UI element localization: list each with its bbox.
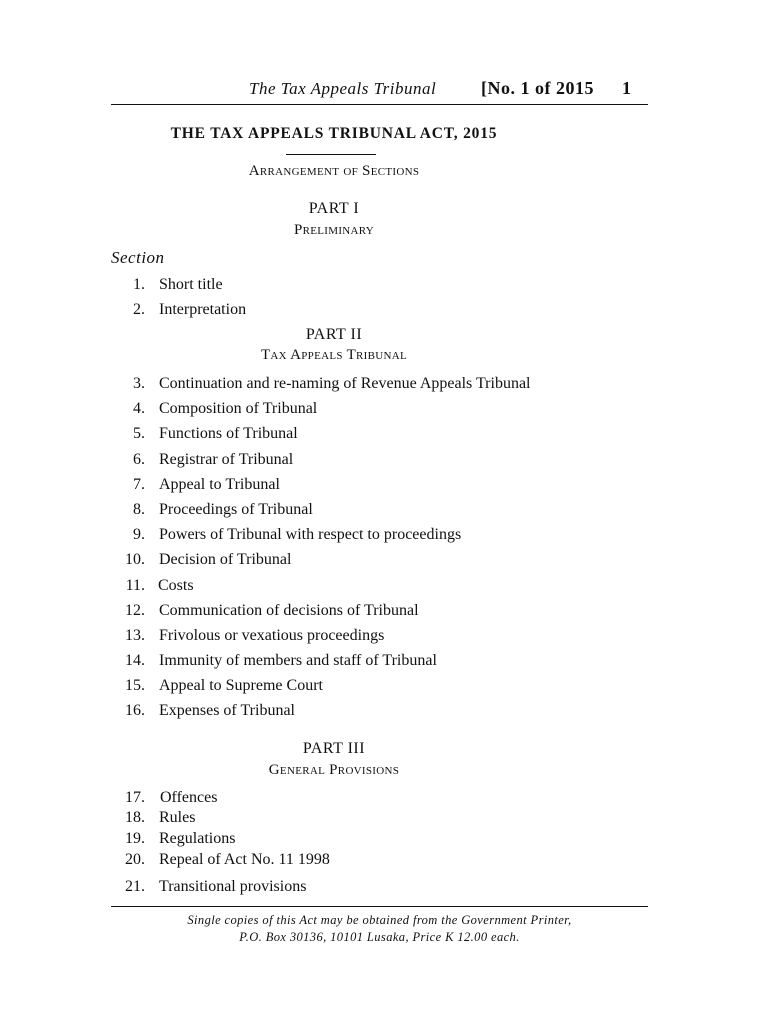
part-label: PART I — [308, 200, 360, 217]
section-title: Frivolous or vexatious proceedings — [159, 627, 385, 644]
section-title: Repeal of Act No. 11 1998 — [159, 851, 330, 868]
act-title: THE TAX APPEALS TRIBUNAL ACT, 2015 — [170, 125, 498, 142]
section-title: Functions of Tribunal — [159, 425, 298, 442]
page-number: 1 — [622, 78, 631, 98]
section-number: 15. — [125, 677, 145, 694]
section-number: 2. — [133, 301, 145, 318]
section-title: Rules — [159, 809, 196, 826]
section-title: Proceedings of Tribunal — [159, 501, 313, 518]
section-title: Communication of decisions of Tribunal — [159, 602, 419, 619]
section-number: 11. — [125, 577, 145, 594]
section-number: 4. — [133, 400, 145, 417]
section-title: Continuation and re-naming of Revenue Appeals Tribunal — [159, 375, 531, 392]
footer-note-line: Single copies of this Act may be obtained from the Government Printer, — [187, 913, 572, 927]
section-number: 3. — [133, 375, 145, 392]
section-number: 16. — [125, 702, 145, 719]
section-number: 19. — [125, 830, 145, 847]
section-title: Registrar of Tribunal — [159, 451, 294, 468]
section-number: 6. — [133, 451, 145, 468]
section-number: 7. — [133, 476, 145, 493]
title-underline — [286, 154, 376, 155]
section-number: 10. — [125, 551, 145, 568]
section-number: 17. — [125, 789, 145, 806]
running-title: The Tax Appeals Tribunal — [249, 79, 437, 98]
section-title: Decision of Tribunal — [159, 551, 292, 568]
section-title: Powers of Tribunal with respect to proceedings — [159, 526, 462, 543]
section-column-label: Section — [111, 248, 165, 267]
part-title: Preliminary — [293, 222, 375, 238]
section-number: 18. — [125, 809, 145, 826]
section-title: Costs — [158, 577, 194, 594]
section-number: 1. — [133, 276, 145, 293]
section-number: 8. — [133, 501, 145, 518]
section-title: Immunity of members and staff of Tribunal — [159, 652, 437, 669]
part-label: PART III — [302, 740, 366, 757]
part-label: PART II — [305, 326, 363, 343]
footer-note-line: P.O. Box 30136, 10101 Lusaka, Price K 12.00 each. — [239, 930, 520, 944]
section-title: Expenses of Tribunal — [159, 702, 295, 719]
section-title: Short title — [159, 276, 223, 293]
footer-divider — [111, 906, 648, 907]
section-number: 12. — [125, 602, 145, 619]
section-title: Transitional provisions — [159, 878, 307, 895]
part-title: General Provisions — [268, 762, 400, 778]
section-title: Appeal to Tribunal — [159, 476, 280, 493]
section-title: Composition of Tribunal — [159, 400, 318, 417]
section-number: 5. — [133, 425, 145, 442]
section-number: 13. — [125, 627, 145, 644]
header-divider — [111, 104, 648, 105]
section-number: 9. — [133, 526, 145, 543]
section-number: 14. — [125, 652, 145, 669]
arrangement-heading: Arrangement of Sections — [248, 163, 420, 179]
section-title: Offences — [160, 789, 218, 806]
section-title: Appeal to Supreme Court — [159, 677, 323, 694]
part-title: Tax Appeals Tribunal — [260, 347, 408, 363]
section-number: 20. — [125, 851, 145, 868]
section-number: 21. — [125, 878, 145, 895]
section-title: Regulations — [159, 830, 236, 847]
section-title: Interpretation — [159, 301, 247, 318]
act-number: [No. 1 of 2015 — [481, 78, 594, 98]
